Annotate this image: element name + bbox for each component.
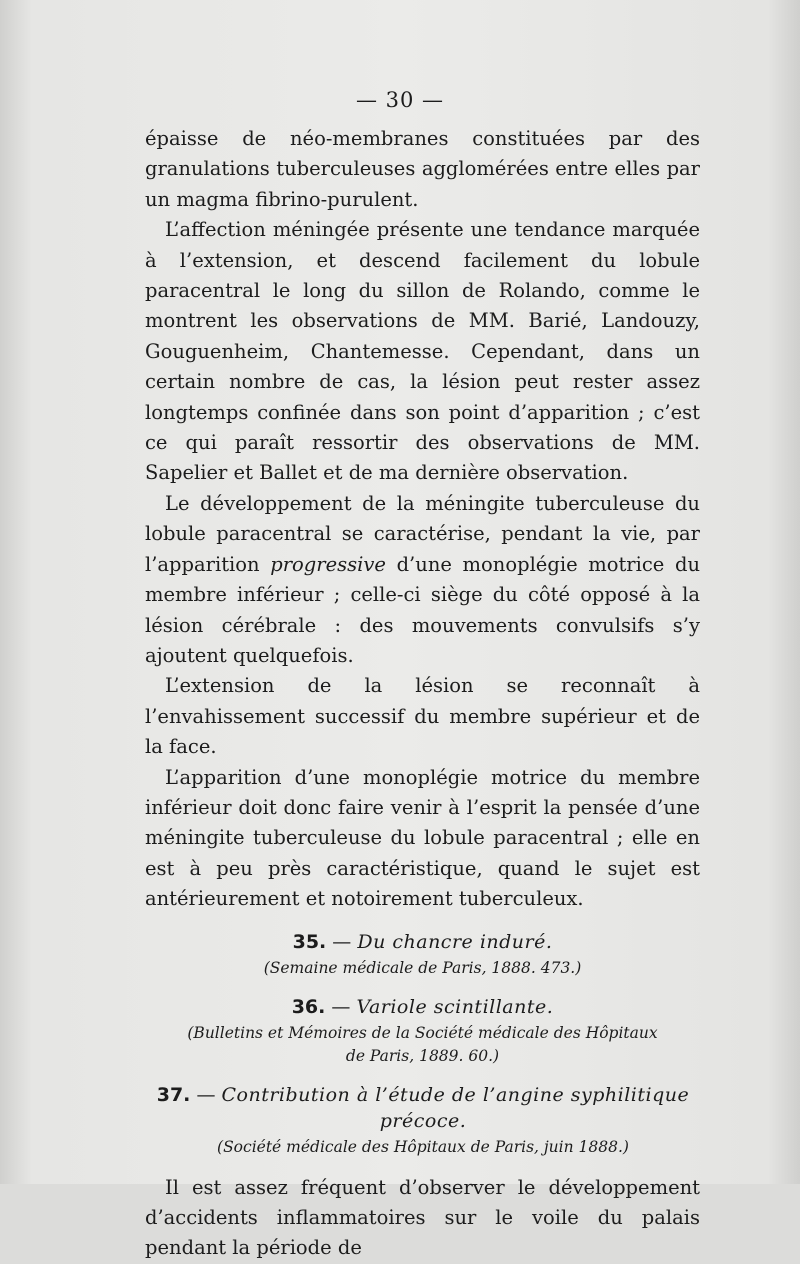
entry-36-dash: —: [325, 995, 357, 1018]
paragraph-1: épaisse de néo-membranes constituées par des granulations tuberculeuses agglomérées entre elles par un magma fibrino-purulent.: [145, 127, 700, 211]
entry-35-heading: [145, 929, 700, 955]
entry-36-title: Variole scintillante.: [356, 995, 554, 1018]
page-number: — 30 —: [355, 88, 445, 112]
entry-37-heading: [133, 1082, 713, 1134]
paragraph-2: L’affection méningée présente une tendance marquée à l’extension, et descend facilement du lobule paracentral le long du sillon de Rolando, comme le montrent les observations de MM. Barié, Landouzy, Gouguenheim, Chantemesse. Cependant, dans un certain nombre de cas, la lésion peut rester assez longtemps confinée dans son point d’apparition ; c’est ce qui paraît ressortir des observations de MM. Sapelier et Ballet et de ma dernière observation.: [145, 218, 700, 485]
entry-36-heading: [145, 994, 700, 1020]
paragraph-3: [145, 489, 700, 671]
paragraph-5: L’apparition d’une monoplégie motrice du membre inférieur doit donc faire venir à l’esprit la pensée d’une méningite tuberculeuse du lobule paracentral ; elle en est à peu près caractéristique, quand le sujet est antérieurement et notoirement tuberculeux.: [145, 765, 700, 911]
entry-35-title: Du chancre induré.: [357, 930, 553, 953]
entry-37-block: [133, 1082, 713, 1159]
paragraph-3-start: Le développement de la méningite tuberculeuse du lobule paracentral se caractérise, pendant la vie, par l’apparition: [145, 491, 700, 576]
entry-36-source-line-2: de Paris, 1889. 60.): [345, 1046, 500, 1065]
page-body: [145, 124, 700, 1264]
entry-36-number: 36.: [291, 995, 326, 1018]
paragraph-4: L’extension de la lésion se reconnaît à l’envahissement successif du membre supérieur et de la face.: [145, 674, 700, 759]
entry-35-dash: —: [326, 930, 358, 953]
entry-37-title: Contribution à l’étude de l’angine syphilitique précoce.: [221, 1083, 690, 1132]
paragraph-3-end: d’une monoplégie motrice du membre inférieur ; celle-ci siège du côté opposé à la lésion cérébrale : des mouvements convulsifs s’y ajoutent quelquefois.: [145, 552, 701, 667]
entry-37-dash: —: [190, 1083, 222, 1106]
paragraph-6: Il est assez fréquent d’observer le développement d’accidents inflammatoires sur le voile du palais pendant la période de: [145, 1175, 700, 1260]
entry-37-source: (Société médicale des Hôpitaux de Paris, juin 1888.): [217, 1137, 629, 1156]
entry-35-number: 35.: [292, 930, 327, 953]
paragraph-3-emphasis: progressive: [270, 552, 386, 576]
entry-35-source: (Semaine médicale de Paris, 1888. 473.): [263, 958, 582, 977]
entry-36-source-line-1: (Bulletins et Mémoires de la Société médicale des Hôpitaux: [187, 1023, 658, 1042]
entry-37-number: 37.: [156, 1083, 191, 1106]
